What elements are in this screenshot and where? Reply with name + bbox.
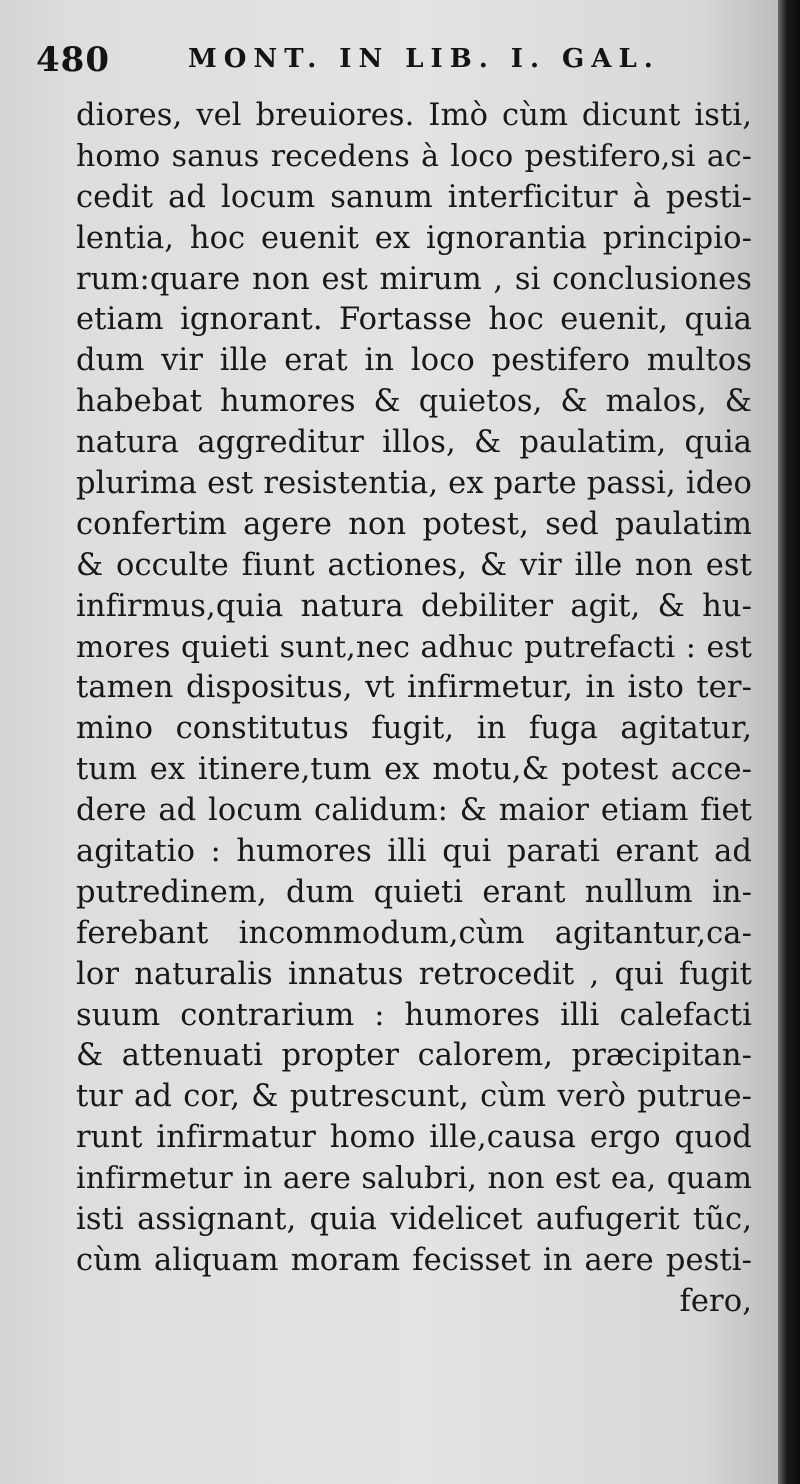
page-edge-shadow (778, 0, 800, 1484)
text-line: infirmetur in aere salubri, non est ea, quam (76, 1161, 752, 1197)
text-line: etiam ignorant. Fortasse hoc euenit, quia (76, 302, 752, 338)
text-line: tur ad cor, & putrescunt, cùm verò putrue- (76, 1079, 752, 1115)
text-line: & attenuati propter calorem, præcipitan- (76, 1038, 752, 1074)
text-line: mino constitutus fugit, in fuga agitatur, (76, 711, 752, 747)
text-line: cùm aliquam moram fecisset in aere pesti- (76, 1242, 752, 1278)
text-line: mores quieti sunt,nec adhuc putrefacti : est (76, 629, 752, 665)
text-line: tum ex itinere,tum ex motu,& potest acce- (76, 752, 752, 788)
body-text (76, 96, 752, 1323)
text-line: plurima est resistentia, ex parte passi, ideo (76, 466, 752, 502)
text-line: tamen dispositus, vt infirmetur, in isto ter- (76, 670, 752, 706)
text-line: confertim agere non potest, sed paulatim (76, 506, 752, 542)
text-line: cedit ad locum sanum interficitur à pesti- (76, 179, 752, 215)
text-line: dum vir ille erat in loco pestifero multos (76, 343, 752, 379)
text-line: lor naturalis innatus retrocedit , qui fugit (76, 956, 752, 992)
text-line: isti assignant, quia videlicet aufugerit tũc, (76, 1202, 752, 1238)
text-line: rum:quare non est mirum , si conclusiones (76, 261, 752, 297)
text-line: infirmus,quia natura debiliter agit, & hu- (76, 588, 752, 624)
running-head: MONT. IN LIB. I. GAL. (188, 44, 660, 74)
text-line: habebat humores & quietos, & malos, & (76, 384, 752, 420)
text-line: suum contrarium : humores illi calefacti (76, 997, 752, 1033)
text-line: agitatio : humores illi qui parati erant ad (76, 834, 752, 870)
page-number: 480 (36, 40, 110, 80)
text-line-final: fero, (679, 1283, 752, 1319)
text-line: putredinem, dum quieti erant nullum in- (76, 874, 752, 910)
text-line: dere ad locum calidum: & maior etiam fiet (76, 793, 752, 829)
text-line: runt infirmatur homo ille,causa ergo quod (76, 1120, 752, 1156)
text-line: natura aggreditur illos, & paulatim, quia (76, 425, 752, 461)
text-line: & occulte fiunt actiones, & vir ille non est (76, 547, 752, 583)
page-header (36, 40, 756, 88)
text-line: lentia, hoc euenit ex ignorantia principio- (76, 220, 752, 256)
text-line: homo sanus recedens à loco pestifero,si ac- (76, 138, 752, 174)
text-line: diores, vel breuiores. Imò cùm dicunt isti, (76, 98, 752, 133)
text-line: ferebant incommodum,cùm agitantur,ca- (76, 915, 752, 951)
